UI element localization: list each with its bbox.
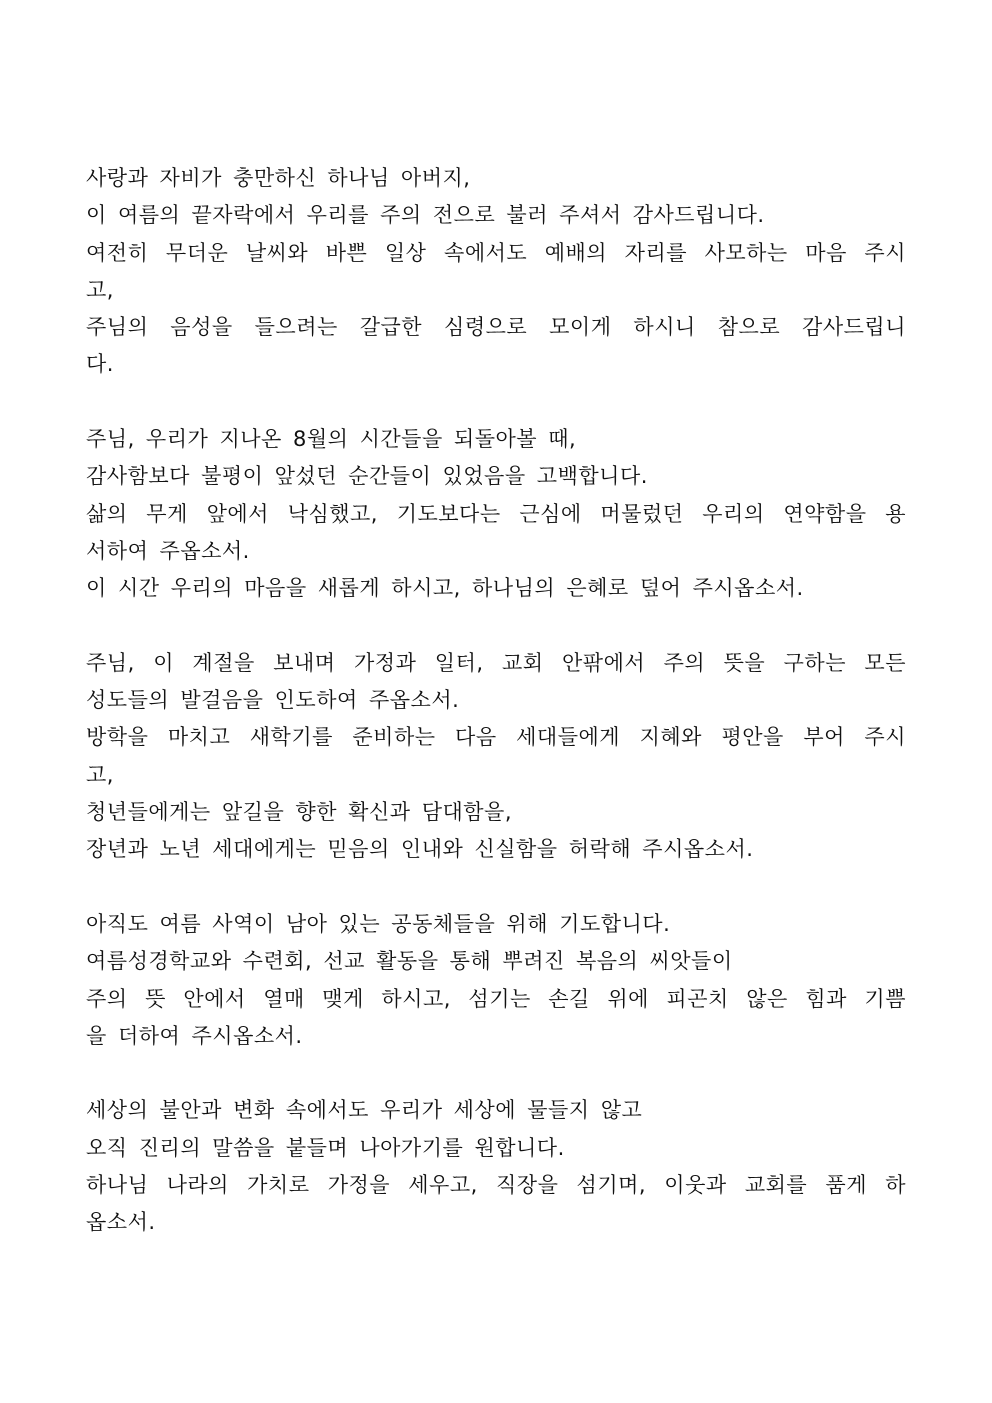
text-line: 세상의 불안과 변화 속에서도 우리가 세상에 물들지 않고 [86, 1098, 643, 1123]
paragraph [86, 1092, 906, 1241]
text-line: 감사함보다 불평이 앞섰던 순간들이 있었음을 고백합니다. [86, 464, 648, 489]
text-line: 여전히 무더운 날씨와 바쁜 일상 속에서도 예배의 자리를 사모하는 마음 주시 [86, 240, 906, 265]
paragraph-spacer [86, 869, 906, 906]
text-line: 이 시간 우리의 마음을 새롭게 하시고, 하나님의 은혜로 덮어 주시옵소서. [86, 576, 804, 601]
text-line: 하나님 나라의 가치로 가정을 세우고, 직장을 섬기며, 이웃과 교회를 품게 하 [86, 1173, 906, 1198]
text-line: 여름성경학교와 수련회, 선교 활동을 통해 뿌려진 복음의 씨앗들이 [86, 949, 733, 974]
text-line: 이 여름의 끝자락에서 우리를 주의 전으로 불러 주셔서 감사드립니다. [86, 203, 765, 228]
text-line: 옵소서. [86, 1210, 156, 1235]
text-line: 사랑과 자비가 충만하신 하나님 아버지, [86, 166, 471, 190]
text-line: 청년들에게는 앞길을 향한 확신과 담대함을, [86, 800, 513, 825]
text-line: 주님, 우리가 지나온 8월의 시간들을 되돌아볼 때, [86, 427, 577, 452]
text-line: 을 더하여 주시옵소서. [86, 1023, 303, 1048]
paragraph-spacer [86, 608, 906, 645]
paragraph-spacer [86, 384, 906, 421]
text-line: 고, [86, 762, 114, 787]
paragraph [86, 906, 906, 1055]
text-line: 삶의 무게 앞에서 낙심했고, 기도보다는 근심에 머물렀던 우리의 연약함을 용 [86, 501, 906, 526]
text-line: 다. [86, 352, 114, 377]
text-line: 성도들의 발걸음을 인도하여 주옵소서. [86, 688, 460, 713]
text-line: 주님의 음성을 들으려는 갈급한 심령으로 모이게 하시니 참으로 감사드립니 [86, 315, 906, 340]
paragraph [86, 645, 906, 869]
text-line: 주님, 이 계절을 보내며 가정과 일터, 교회 안팎에서 주의 뜻을 구하는 모든 [86, 650, 906, 675]
paragraph-spacer [86, 1055, 906, 1092]
text-line: 아직도 여름 사역이 남아 있는 공동체들을 위해 기도합니다. [86, 911, 671, 936]
paragraph [86, 160, 906, 384]
text-line: 장년과 노년 세대에게는 믿음의 인내와 신실함을 허락해 주시옵소서. [86, 837, 754, 862]
text-line: 방학을 마치고 새학기를 준비하는 다음 세대들에게 지혜와 평안을 부어 주시 [86, 725, 906, 750]
text-line: 오직 진리의 말씀을 붙들며 나아가기를 원합니다. [86, 1135, 565, 1160]
paragraph [86, 421, 906, 607]
text-line: 서하여 주옵소서. [86, 538, 250, 563]
text-line: 주의 뜻 안에서 열매 맺게 하시고, 섬기는 손길 위에 피곤치 않은 힘과 기쁨 [86, 986, 906, 1011]
text-line: 고, [86, 277, 114, 302]
prayer-text [86, 160, 906, 1242]
